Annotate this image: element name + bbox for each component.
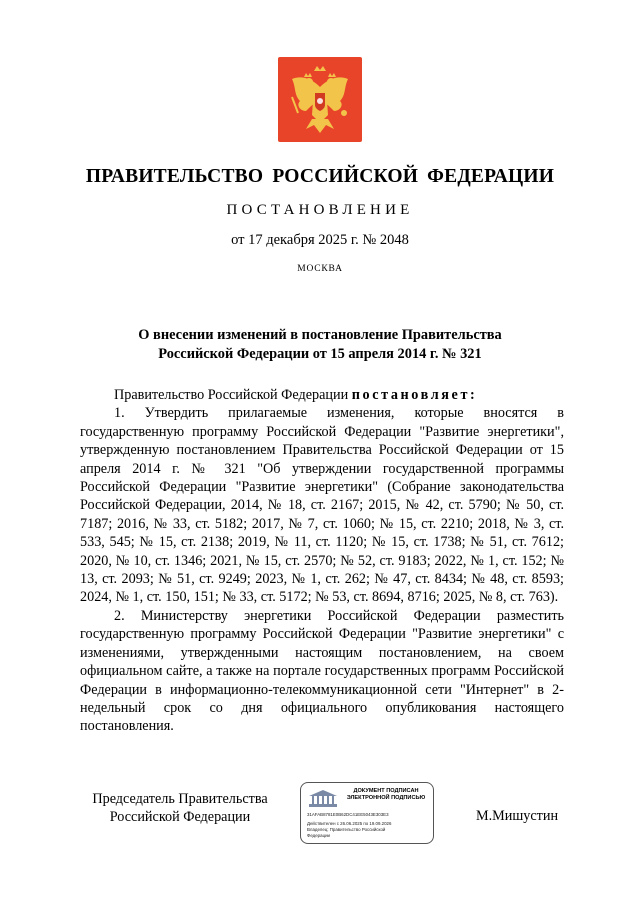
subject-line-1: О внесении изменений в постановление Правительства xyxy=(138,327,502,343)
signatory-position xyxy=(80,790,280,827)
subject-line-2: Российской Федерации от 15 апреля 2014 г. № 321 xyxy=(158,345,482,362)
lead-text: Правительство Российской Федерации xyxy=(114,387,352,403)
stamp-owner-line-1: Владелец: Правительство Российской xyxy=(307,827,386,832)
document-body xyxy=(80,386,564,736)
position-line-2: Российской Федерации xyxy=(109,809,251,826)
document-type: ПОСТАНОВЛЕНИЕ xyxy=(226,202,414,218)
stamp-validity: Действителен с 26.06.2025 по 19.09.2026 xyxy=(307,821,392,826)
lead-paragraph xyxy=(80,386,564,404)
stamp-owner-line-2: Федерации xyxy=(307,833,330,838)
coat-of-arms-icon xyxy=(278,57,362,142)
position-line-1: Председатель Правительства xyxy=(92,791,268,807)
stamp-certificate: 31AFAB8781E0B62DC41EE5043E303E3 xyxy=(307,812,389,817)
signatory-name: М.Мишустин xyxy=(476,808,559,824)
resolution-keyword: постановляет: xyxy=(351,387,478,403)
double-headed-eagle-icon xyxy=(278,57,362,142)
stamp-header xyxy=(341,788,431,802)
document-date-number: от 17 декабря 2025 г. № 2048 xyxy=(231,232,409,248)
paragraph-2: 2. Министерству энергетики Российской Федерации разместить государственную программу Российской Федерации "Развитие энергетики" с изменениями, утвержденными настоящим постановлением, на своем официальном сайте, а также на портале государственных программ Российской Федерации в информационно-телекоммуникационной сети "Интернет" в 2-недельный срок со дня официального опубликования настоящего постановления. xyxy=(80,607,564,735)
government-title: ПРАВИТЕЛЬСТВО РОССИЙСКОЙ ФЕДЕРАЦИИ xyxy=(85,166,555,187)
stamp-header-line-2: ЭЛЕКТРОННОЙ ПОДПИСЬЮ xyxy=(346,795,426,801)
electronic-signature-stamp xyxy=(300,782,434,844)
stamp-header-line-1: ДОКУМЕНТ ПОДПИСАН xyxy=(353,788,419,794)
government-building-icon xyxy=(305,788,341,810)
document-subject xyxy=(80,326,560,363)
document-city: МОСКВА xyxy=(297,264,343,274)
paragraph-1: 1. Утвердить прилагаемые изменения, которые вносятся в государственную программу Российской Федерации "Развитие энергетики", утвержденную постановлением Правительства Российской Федерации от 15 апреля 2014 г. № 321 "Об утверждении государственной программы Российской Федерации "Развитие энергетики" (Собрание законодательства Российской Федерации, 2014, № 18, ст. 2167; 2015, № 42, ст. 5790; № 50, ст. 7187; 2016, № 33, ст. 5182; 2017, № 7, ст. 1060; № 15, ст. 2210; 2018, № 3, ст. 533, 545; № 15, ст. 2138; 2019, № 11, ст. 1120; № 15, ст. 1738; № 51, ст. 7612; 2020, № 10, ст. 1346; 2021, № 15, ст. 2570; № 52, ст. 9183; 2022, № 1, ст. 152; № 13, ст. 2093; № 51, ст. 9249; 2023, № 1, ст. 262; № 47, ст. 8434; № 48, ст. 8593; 2024, № 1, ст. 150, 151; № 33, ст. 5172; № 53, ст. 8694, 8716; 2025, № 8, ст. 763). xyxy=(80,405,564,606)
